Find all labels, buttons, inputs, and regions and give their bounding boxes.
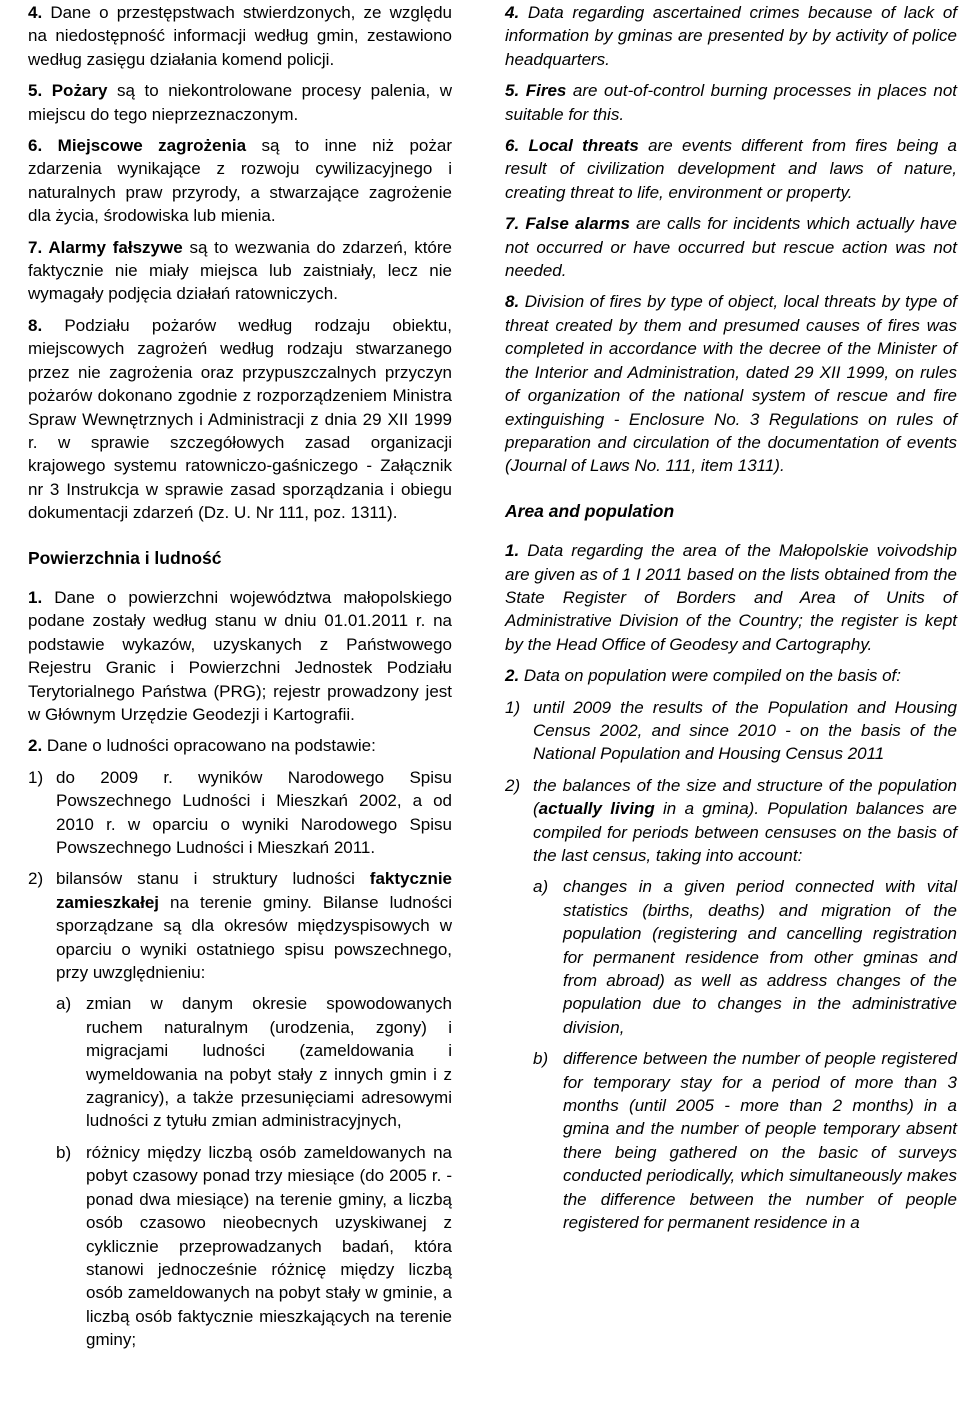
note-8 [28,314,452,525]
list-marker: 1) [28,767,44,787]
note-number: 6. [505,136,520,156]
note-7 [28,236,452,306]
term: Alarmy fałszywe [42,237,183,257]
english-column [505,0,957,1243]
note-6 [28,134,452,228]
list-marker: b) [56,1142,72,1162]
note-text: Podziału pożarów według rodzaju obiektu, miejscowych zagrożeń według rodzaju stwarzanego przez nie zagrożenia oraz przypuszczalnych przyczyn pożarów dokonano zgodnie z rozporządzeniem Ministra Spraw Wewnętrznych i Administracji z dnia 29 XII 1999 r. w sprawie szczegółowych zasad organizacji krajowego systemu ratowniczo-gaśniczego - Załącznik nr 3 Instrukcja w sprawie zasad sporządzania i obiegu dokumentacji zdarzeń (Dz. U. Nr 111, poz. 1311). [28,315,452,523]
list-marker: a) [533,877,549,897]
list-item [505,696,957,766]
term: Pożary [42,81,108,101]
list-item-text [533,774,957,868]
list-item-text [56,867,452,984]
list-marker: a) [56,994,72,1014]
note-number: 5. [28,81,43,101]
note-number: 4. [28,3,43,22]
list-item-text: różnicy między liczbą osób zameldowanych na pobyt czasowy ponad trzy miesiące (do 2005 r. - ponad dwa miesiące) na terenie gminy, a liczbą osób czasowo nieobecnych uzyskiwanej z cyklicznie przeprowadzanych badań, która stanowi jednocześnie różnicę między liczbą osób zameldowanych na pobyt stały w gminie, a liczbą osób faktycznie mieszkających na terenie gminy; [86,1142,452,1350]
section-note-2 [28,734,452,757]
list-item-text-part: na terenie gminy. Bilanse ludności sporządzane są dla okresów międzyspisowych w oparciu o wyniki ostatniego spisu powszechnego, przy uwzględnieniu: [56,892,452,983]
sub-list-item [533,1047,957,1234]
note-text: są to wezwania do zdarzeń, które faktycznie nie miały miejsca lub zaistniały, lecz nie wymagały podjęcia działań ratowniczych. [28,237,452,304]
source-list [505,696,957,1235]
note-text: Dane o przestępstwach stwierdzonych, ze względu na niedostępność informacji według gmin, zestawiono według zasięgu działania komend policji. [28,3,452,69]
note-number: 8. [28,315,43,335]
note-4 [505,1,957,71]
list-marker: 2) [505,775,521,795]
list-item-text: zmian w danym okresie spowodowanych ruchem naturalnym (urodzenia, zgony) i migracjami ludności (zameldowania i wymeldowania na pobyt stały z innych gmin i z zagranicy), a także przesunięciami adresowymi ludności z tytułu zmian administracyjnych, [86,994,452,1131]
note-text: Dane o ludności opracowano na podstawie: [42,736,376,756]
note-text: Dane o powierzchni województwa małopolskiego podane zostały według stanu w dniu 01.01.2011 r. na podstawie wykazów, uzyskanych z Państwowego Rejestru Granic i Powierzchni Jednostek Podziału Terytorialnego Państwa (PRG); rejestr prowadzony jest w Głównym Urzędzie Geodezji i Kartografii. [28,587,452,724]
note-text: are events different from fires being a result of civilization development and laws of nature, creating threat to life, environment or property. [505,136,957,202]
term: Local threats [519,136,639,156]
list-item-text: difference between the number of people registered for temporary stay for a period of more than 3 months (until 2005 - more than 2 months) in a gmina and the number of people temporary absent there being gathered on the basic of surveys conducted periodically, which simultaneously makes the difference between the number of people registered for permanent residence in a [563,1049,957,1233]
note-text: Data regarding ascertained crimes because of lack of information by gminas are presented by by activity of police headquarters. [505,3,957,69]
list-item-text-part: in a gmina). Population balances are compiled for periods between censuses on the basis of the last census, taking into account: [533,799,957,865]
note-number: 2. [505,666,520,686]
note-text: Data on population were compiled on the basis of: [519,666,901,686]
sub-list-item [56,992,452,1132]
note-text: are calls for incidents which actually have not occurred or have occurred but rescue action was not needed. [505,214,957,281]
list-item-text: changes in a given period connected with vital statistics (births, deaths) and migration of the population (registering and cancelling registration for permanent residence from other gminas and from abroad) as well as address changes of the population due to changes in the administrative division, [563,877,957,1037]
source-list [28,766,452,1352]
list-item-text-part: the balances of the size and structure of the population ( [533,775,957,819]
note-5 [505,79,957,126]
note-number: 7. [28,237,43,257]
list-item [505,774,957,868]
section-note-1 [28,586,452,726]
note-number: 1. [28,587,43,607]
section-heading: Area and population [505,500,675,521]
note-number: 1. [505,541,520,561]
polish-column [28,0,452,1360]
sub-list [56,992,452,1351]
note-6 [505,134,957,204]
note-text: są to niekontrolowane procesy palenia, w miejscu do tego nieprzeznaczonym. [28,81,452,124]
sub-list-item [56,1141,452,1352]
list-item-text-part: bilansów stanu i struktury ludności [56,869,370,889]
note-7 [505,212,957,282]
section-note-2 [505,664,957,687]
note-number: 6. [28,136,43,156]
note-number: 5. [505,81,520,101]
note-number: 8. [505,292,520,312]
note-text: Division of fires by type of object, local threats by type of threat created by them and presumed causes of fires was completed in accordance with the decree of the Minister of the Interior and Administration, dated 29 XII 1999, on rules of organization of the national system of rescue and fire extinguishing - Enclosure No. 3 Regulations on rules of preparation and circulation of the documentation of events (Journal of Laws No. 111, item 1311). [505,292,957,476]
section-note-1 [505,539,957,656]
term: actually living [538,799,655,819]
note-number: 2. [28,736,43,756]
note-number: 4. [505,3,520,22]
note-text: są to inne niż pożar zdarzenia wynikające z rozwoju cywilizacyjnego i naturalnych praw przyrody, a stwarzające zagrożenie dla życia, środowiska lub mienia. [28,136,452,226]
term: Miejscowe zagrożenia [42,136,247,156]
note-8 [505,290,957,477]
note-text: Data regarding the area of the Małopolskie voivodship are given as of 1 I 2011 based on the lists obtained from the State Register of Borders and Area of Units of Administrative Division of the Country; the register is kept by the Head Office of Geodesy and Cartography. [505,541,957,654]
list-marker: b) [533,1049,549,1069]
term: False alarms [519,214,630,234]
list-marker: 2) [28,869,44,889]
sub-list-item [533,875,957,1039]
note-text: are out-of-control burning processes in places not suitable for this. [505,81,958,124]
term: faktycznie zamieszkałej [56,869,452,912]
list-item [28,766,452,860]
note-number: 7. [505,214,520,234]
note-4 [28,1,452,71]
term: Fires [519,81,567,101]
sub-list [533,875,957,1234]
list-item-text: do 2009 r. wyników Narodowego Spisu Powszechnego Ludności i Mieszkań 2002, a od 2010 r. w oparciu o wyniki Narodowego Spisu Powszechnego Ludności i Mieszkań 2011. [56,767,452,857]
section-heading: Powierzchnia i ludność [28,547,222,568]
list-item-text: until 2009 the results of the Population and Housing Census 2002, and since 2010 - on the basis of the National Population and Housing Census 2011 [533,697,957,764]
list-item [28,867,452,984]
note-5 [28,79,452,126]
list-marker: 1) [505,697,521,717]
